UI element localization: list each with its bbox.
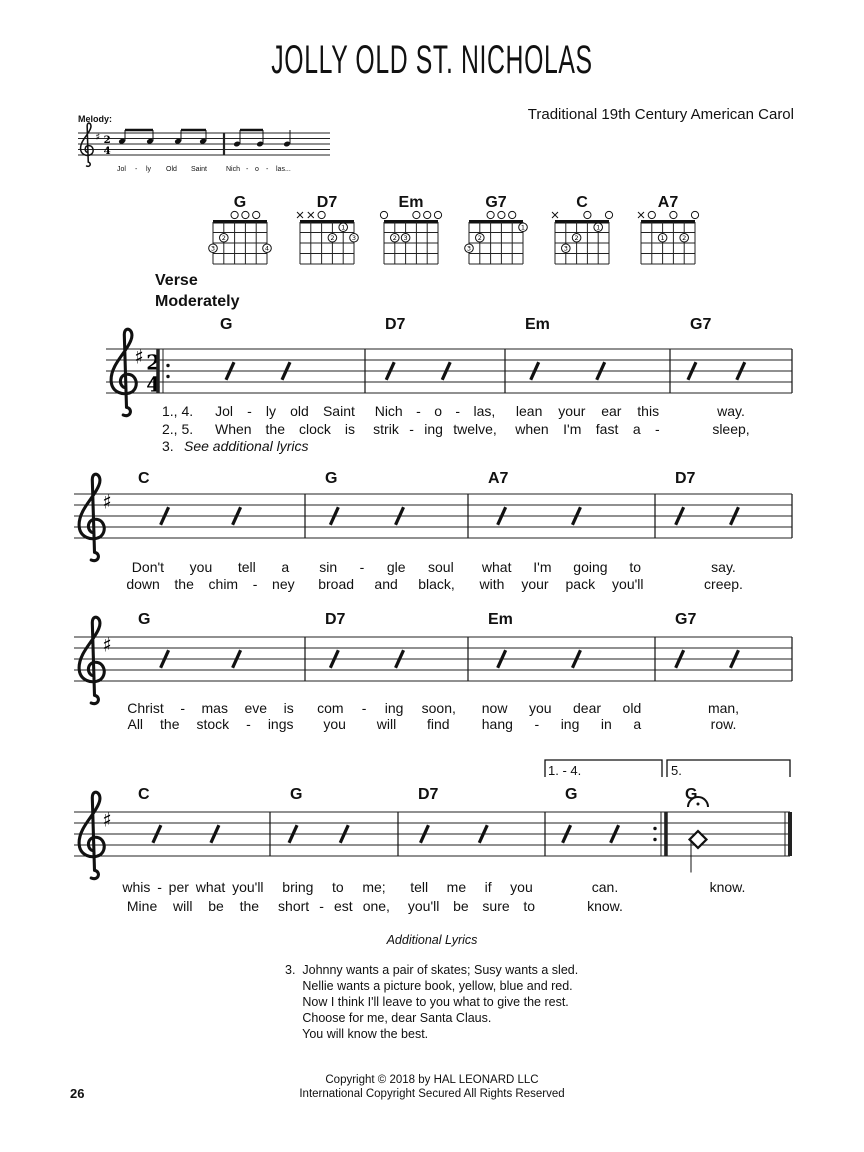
lyric-measure xyxy=(401,898,542,914)
lyric-syllable: know. xyxy=(709,879,746,895)
lyric-syllable: you'll xyxy=(612,576,644,592)
open-string-icon xyxy=(691,211,698,218)
finger-number: 1 xyxy=(341,223,346,232)
lyric-syllable: will xyxy=(376,716,397,732)
lyric-syllable: broad xyxy=(318,576,355,592)
lyric-syllable: - xyxy=(455,403,461,419)
lyric-measure xyxy=(368,403,502,419)
chord-symbol: G7 xyxy=(690,316,712,333)
open-string-icon xyxy=(509,211,516,218)
finger-number: 3 xyxy=(466,244,472,253)
chord-diagram-name: D7 xyxy=(316,194,338,211)
lyric-measure xyxy=(471,700,652,716)
lyric-syllable: com xyxy=(317,700,344,716)
lyric-measure xyxy=(471,576,652,592)
copyright-line: Copyright © 2018 by HAL LEONARD LLC xyxy=(325,1074,539,1086)
open-string-icon xyxy=(318,211,325,218)
lyric-syllable: tell xyxy=(410,879,429,895)
lyric-syllable: - xyxy=(157,879,162,895)
lyric-syllable: ly xyxy=(265,403,277,419)
lyric-syllable: lean xyxy=(515,403,543,419)
lyric-syllable: say. xyxy=(711,559,736,575)
chord-diagram-name: Em xyxy=(398,194,424,211)
lyric-syllable: you xyxy=(323,716,346,732)
lyric-syllable: Jol xyxy=(215,403,233,419)
lyric-syllable: me; xyxy=(362,879,386,895)
chord-diagram-name: C xyxy=(576,194,588,211)
lyric-syllable: All xyxy=(127,716,144,732)
lyric-syllable: sleep, xyxy=(712,421,750,437)
finger-number: 3 xyxy=(563,244,568,253)
lyric-measure xyxy=(308,559,465,575)
lyric-syllable: find xyxy=(427,716,450,732)
tempo-marking: Moderately xyxy=(155,293,240,310)
open-string-icon xyxy=(487,211,494,218)
lyric-syllable: - xyxy=(319,898,324,914)
open-string-icon xyxy=(424,211,431,218)
lyric-syllable: Mine xyxy=(126,898,158,914)
lyric-syllable: to xyxy=(629,559,642,575)
verse-number: 1., 4. xyxy=(162,403,194,419)
copyright-line: International Copyright Secured All Rights Reserved xyxy=(299,1088,565,1100)
additional-lyrics-title: Additional Lyrics xyxy=(386,933,478,947)
nut xyxy=(384,220,438,224)
chord-symbol: C xyxy=(138,470,150,487)
lyric-syllable: the xyxy=(265,421,285,437)
lyric-syllable: what xyxy=(481,559,512,575)
lyric-syllable: - xyxy=(655,421,660,437)
chord-symbol: G7 xyxy=(675,611,697,628)
lyric-syllable: twelve, xyxy=(453,421,497,437)
lyric-syllable: - xyxy=(409,421,414,437)
key-signature-sharp-icon: ♯ xyxy=(134,345,144,369)
verse3-note: See additional lyrics xyxy=(184,438,309,454)
additional-lyric-line: Now I think I'll leave to you what to give the rest. xyxy=(285,995,569,1009)
open-string-icon xyxy=(413,211,420,218)
time-signature-bottom: 4 xyxy=(103,145,111,158)
lyric-syllable: me xyxy=(446,879,467,895)
lyric-syllable: strik xyxy=(373,421,399,437)
lyric-syllable: whis xyxy=(122,879,151,895)
lyric-syllable: Don't xyxy=(131,559,165,575)
chord-symbol: G xyxy=(565,786,578,803)
open-string-icon xyxy=(498,211,505,218)
lyric-syllable: will xyxy=(173,898,193,914)
lyric-syllable: short xyxy=(278,898,310,914)
lyric-syllable: is xyxy=(344,421,355,437)
lyric-syllable: creep. xyxy=(704,576,743,592)
lyric-syllable: soul xyxy=(428,559,454,575)
lyric-syllable: is xyxy=(283,700,294,716)
treble-clef-icon xyxy=(79,792,104,878)
finger-number: 1 xyxy=(520,223,526,232)
verse-number: 3. xyxy=(162,438,174,454)
second-ending-bracket xyxy=(667,760,790,777)
chord-symbol: G xyxy=(220,316,233,333)
lyric-syllable: now xyxy=(481,700,508,716)
open-string-icon xyxy=(380,211,387,218)
lyric-syllable: the xyxy=(160,716,180,732)
chord-symbol: Em xyxy=(525,316,550,333)
finger-number: 3 xyxy=(210,244,216,253)
chord-symbol: C xyxy=(138,786,150,803)
open-string-icon xyxy=(670,211,677,218)
lyric-syllable: - xyxy=(180,700,185,716)
lyric-syllable: I'm xyxy=(533,559,552,575)
lyric-syllable: hang xyxy=(481,716,513,732)
lyric-measure xyxy=(273,898,395,914)
lyric-measure xyxy=(658,700,789,716)
key-signature-sharp-icon: ♯ xyxy=(95,132,101,144)
chord-symbol: D7 xyxy=(675,470,696,487)
lyric-syllable: pack xyxy=(565,576,596,592)
lyric-syllable: going xyxy=(573,559,608,575)
repeat-dot xyxy=(653,827,656,830)
lyric-syllable: - xyxy=(359,559,365,575)
lyric-syllable: mas xyxy=(201,700,228,716)
lyric-syllable: your xyxy=(558,403,586,419)
lyric-measure xyxy=(471,716,652,732)
key-signature-sharp-icon: ♯ xyxy=(102,633,112,657)
lyric-syllable: in xyxy=(600,716,612,732)
additional-lyric-line: Choose for me, dear Santa Claus. xyxy=(285,1011,492,1025)
chord-symbol: G xyxy=(138,611,151,628)
finger-number: 3 xyxy=(403,234,408,243)
time-signature-bottom: 4 xyxy=(146,372,161,397)
repeat-dot xyxy=(166,375,169,378)
lyric-syllable: you xyxy=(528,700,552,716)
lyric-syllable: ing xyxy=(424,421,443,437)
lyric-syllable: per xyxy=(168,879,189,895)
lyric-syllable: when xyxy=(515,421,549,437)
lyric-syllable: o xyxy=(434,403,442,419)
lyric-syllable: clock xyxy=(298,421,331,437)
repeat-dot xyxy=(653,838,656,841)
lyric-syllable: old xyxy=(290,403,309,419)
lyric-syllable: if xyxy=(484,879,492,895)
lyric-syllable: Nich xyxy=(374,403,403,419)
treble-clef-icon xyxy=(79,617,104,703)
lyric-measure xyxy=(208,421,362,437)
open-string-icon xyxy=(584,211,591,218)
melody-lyric-syllable: o xyxy=(255,166,259,173)
finger-number: 2 xyxy=(330,234,335,243)
time-signature-top: 2 xyxy=(103,134,111,147)
lyric-syllable: your xyxy=(521,576,549,592)
lyric-syllable: fast xyxy=(595,421,619,437)
lyric-syllable: est xyxy=(333,898,353,914)
first-ending-label: 1. - 4. xyxy=(548,763,582,778)
chord-diagram-name: G xyxy=(233,194,247,211)
lyric-syllable: know. xyxy=(587,898,623,914)
song-title: JOLLY OLD ST. NICHOLAS xyxy=(271,38,593,82)
page-number: 26 xyxy=(70,1086,85,1101)
lyric-syllable: you xyxy=(510,879,533,895)
finger-number: 1 xyxy=(660,234,665,243)
lyric-syllable: - xyxy=(252,576,258,592)
lyric-measure xyxy=(308,576,465,592)
lyric-syllable: old xyxy=(622,700,642,716)
lyric-syllable: - xyxy=(247,403,252,419)
key-signature-sharp-icon: ♯ xyxy=(102,808,112,832)
chord-symbol: A7 xyxy=(488,470,509,487)
lyric-measure xyxy=(668,879,787,895)
additional-lyric-line: Nellie wants a picture book, yellow, blue and red. xyxy=(285,979,573,993)
melody-lyric-syllable: Jol xyxy=(117,166,126,173)
melody-lyric-syllable: ly xyxy=(146,166,152,173)
lyric-syllable: to xyxy=(523,898,536,914)
lyric-syllable: down xyxy=(126,576,160,592)
melody-label: Melody: xyxy=(78,114,113,124)
melody-lyric-syllable: Nich xyxy=(226,166,241,173)
lyric-measure xyxy=(401,879,542,895)
composer-credit: Traditional 19th Century American Carol xyxy=(527,106,794,123)
chord-symbol: G xyxy=(325,470,338,487)
lyric-syllable: you'll xyxy=(407,898,440,914)
lyric-measure xyxy=(273,879,395,895)
lyric-measure xyxy=(673,403,789,419)
lyric-measure xyxy=(119,898,267,914)
nut xyxy=(469,220,523,224)
chord-symbol: D7 xyxy=(385,316,406,333)
lyric-syllable: a xyxy=(633,716,642,732)
lyric-syllable: ear xyxy=(601,403,622,419)
lyric-measure xyxy=(658,559,789,575)
lyric-measure xyxy=(119,576,302,592)
lyric-syllable: with xyxy=(479,576,505,592)
lyric-measure xyxy=(658,716,789,732)
lyric-measure xyxy=(119,716,302,732)
repeat-dot xyxy=(166,364,169,367)
chord-symbol: D7 xyxy=(418,786,439,803)
lyric-measure xyxy=(308,716,465,732)
chord-diagram-name: A7 xyxy=(657,194,679,211)
lyric-measure xyxy=(208,403,362,419)
lyric-syllable: ing xyxy=(560,716,580,732)
lyric-syllable: gle xyxy=(386,559,406,575)
lyric-syllable: - xyxy=(246,716,251,732)
lyric-syllable: I'm xyxy=(563,421,582,437)
nut xyxy=(555,220,609,224)
lyric-syllable: can. xyxy=(591,879,619,895)
lyric-syllable: soon, xyxy=(421,700,456,716)
open-string-icon xyxy=(434,211,441,218)
lyric-measure xyxy=(471,559,652,575)
lyric-syllable: you'll xyxy=(232,879,264,895)
lyric-measure xyxy=(508,403,667,419)
lyric-syllable: row. xyxy=(710,716,737,732)
melody-lyric-syllable: - xyxy=(135,166,138,173)
finger-number: 2 xyxy=(574,234,579,243)
melody-lyric-syllable: Old xyxy=(166,166,177,173)
finger-number: 4 xyxy=(264,244,270,253)
open-string-icon xyxy=(231,211,238,218)
lyric-syllable: eve xyxy=(244,700,268,716)
melody-lyric-syllable: - xyxy=(266,166,269,173)
verse-number: 2., 5. xyxy=(162,421,194,437)
lyric-syllable: a xyxy=(632,421,641,437)
open-string-icon xyxy=(253,211,260,218)
lyric-measure xyxy=(658,576,789,592)
lyric-syllable: las, xyxy=(473,403,496,419)
lyric-syllable: and xyxy=(374,576,398,592)
lyric-measure xyxy=(548,879,662,895)
open-string-icon xyxy=(648,211,655,218)
lyric-syllable: chim xyxy=(208,576,239,592)
lyric-measure xyxy=(119,559,302,575)
treble-clef-icon xyxy=(81,123,94,166)
lyric-syllable: Christ xyxy=(127,700,164,716)
key-signature-sharp-icon: ♯ xyxy=(102,490,112,514)
treble-clef-icon xyxy=(111,329,136,415)
finger-number: 2 xyxy=(392,234,397,243)
melody-lyric-syllable: - xyxy=(246,166,249,173)
lyric-syllable: ings xyxy=(267,716,294,732)
lyric-syllable: dear xyxy=(573,700,602,716)
lyric-syllable: - xyxy=(416,403,421,419)
finger-number: 2 xyxy=(682,234,687,243)
lyric-syllable: one, xyxy=(362,898,390,914)
chord-diagram-name: G7 xyxy=(485,194,507,211)
lyric-syllable: tell xyxy=(237,559,256,575)
lyric-syllable: - xyxy=(534,716,540,732)
finger-number: 2 xyxy=(477,234,482,243)
chord-symbol: G xyxy=(685,786,698,803)
section-label: Verse xyxy=(155,272,198,289)
lyric-syllable: the xyxy=(174,576,194,592)
time-signature-top: 2 xyxy=(146,350,161,375)
lyric-syllable: be xyxy=(208,898,224,914)
lyric-syllable: bring xyxy=(282,879,314,895)
finger-number: 2 xyxy=(221,234,226,243)
lyric-measure xyxy=(119,879,267,895)
lyric-syllable: stock xyxy=(196,716,230,732)
additional-lyric-line: 3. Johnny wants a pair of skates; Susy wants a sled. xyxy=(285,963,579,977)
second-ending-label: 5. xyxy=(671,763,682,778)
open-string-icon xyxy=(242,211,249,218)
open-string-icon xyxy=(605,211,612,218)
lyric-syllable: When xyxy=(214,421,252,437)
finger-number: 3 xyxy=(351,234,357,243)
lyric-syllable: ing xyxy=(384,700,404,716)
lyric-syllable: - xyxy=(361,700,367,716)
chord-symbol: G xyxy=(290,786,303,803)
lyric-syllable: this xyxy=(637,403,660,419)
finger-number: 1 xyxy=(596,223,601,232)
lyric-syllable: Saint xyxy=(322,403,355,419)
lyric-syllable: way. xyxy=(717,403,745,419)
treble-clef-icon xyxy=(79,474,104,560)
lyric-syllable: sin xyxy=(319,559,338,575)
lyric-syllable: to xyxy=(332,879,344,895)
lyric-syllable: what xyxy=(195,879,226,895)
lyric-measure xyxy=(119,700,302,716)
lyric-measure xyxy=(548,898,662,914)
lyric-syllable: sure xyxy=(482,898,510,914)
lyric-measure xyxy=(308,700,465,716)
lyric-syllable: ney xyxy=(272,576,295,592)
lyric-syllable: man, xyxy=(707,700,740,716)
lyric-syllable: black, xyxy=(418,576,455,592)
lyric-measure xyxy=(508,421,667,437)
nut xyxy=(300,220,354,224)
melody-lyric-syllable: las... xyxy=(276,166,291,173)
additional-lyric-line: You will know the best. xyxy=(285,1027,429,1041)
lyric-syllable: be xyxy=(453,898,469,914)
melody-lyric-syllable: Saint xyxy=(191,166,207,173)
lyric-measure xyxy=(673,421,789,437)
chord-symbol: Em xyxy=(488,611,513,628)
lyric-syllable: a xyxy=(281,559,290,575)
nut xyxy=(641,220,695,224)
lyric-measure xyxy=(368,421,502,437)
lyric-syllable: you xyxy=(189,559,213,575)
nut xyxy=(213,220,267,224)
lyric-syllable: the xyxy=(239,898,260,914)
chord-symbol: D7 xyxy=(325,611,346,628)
